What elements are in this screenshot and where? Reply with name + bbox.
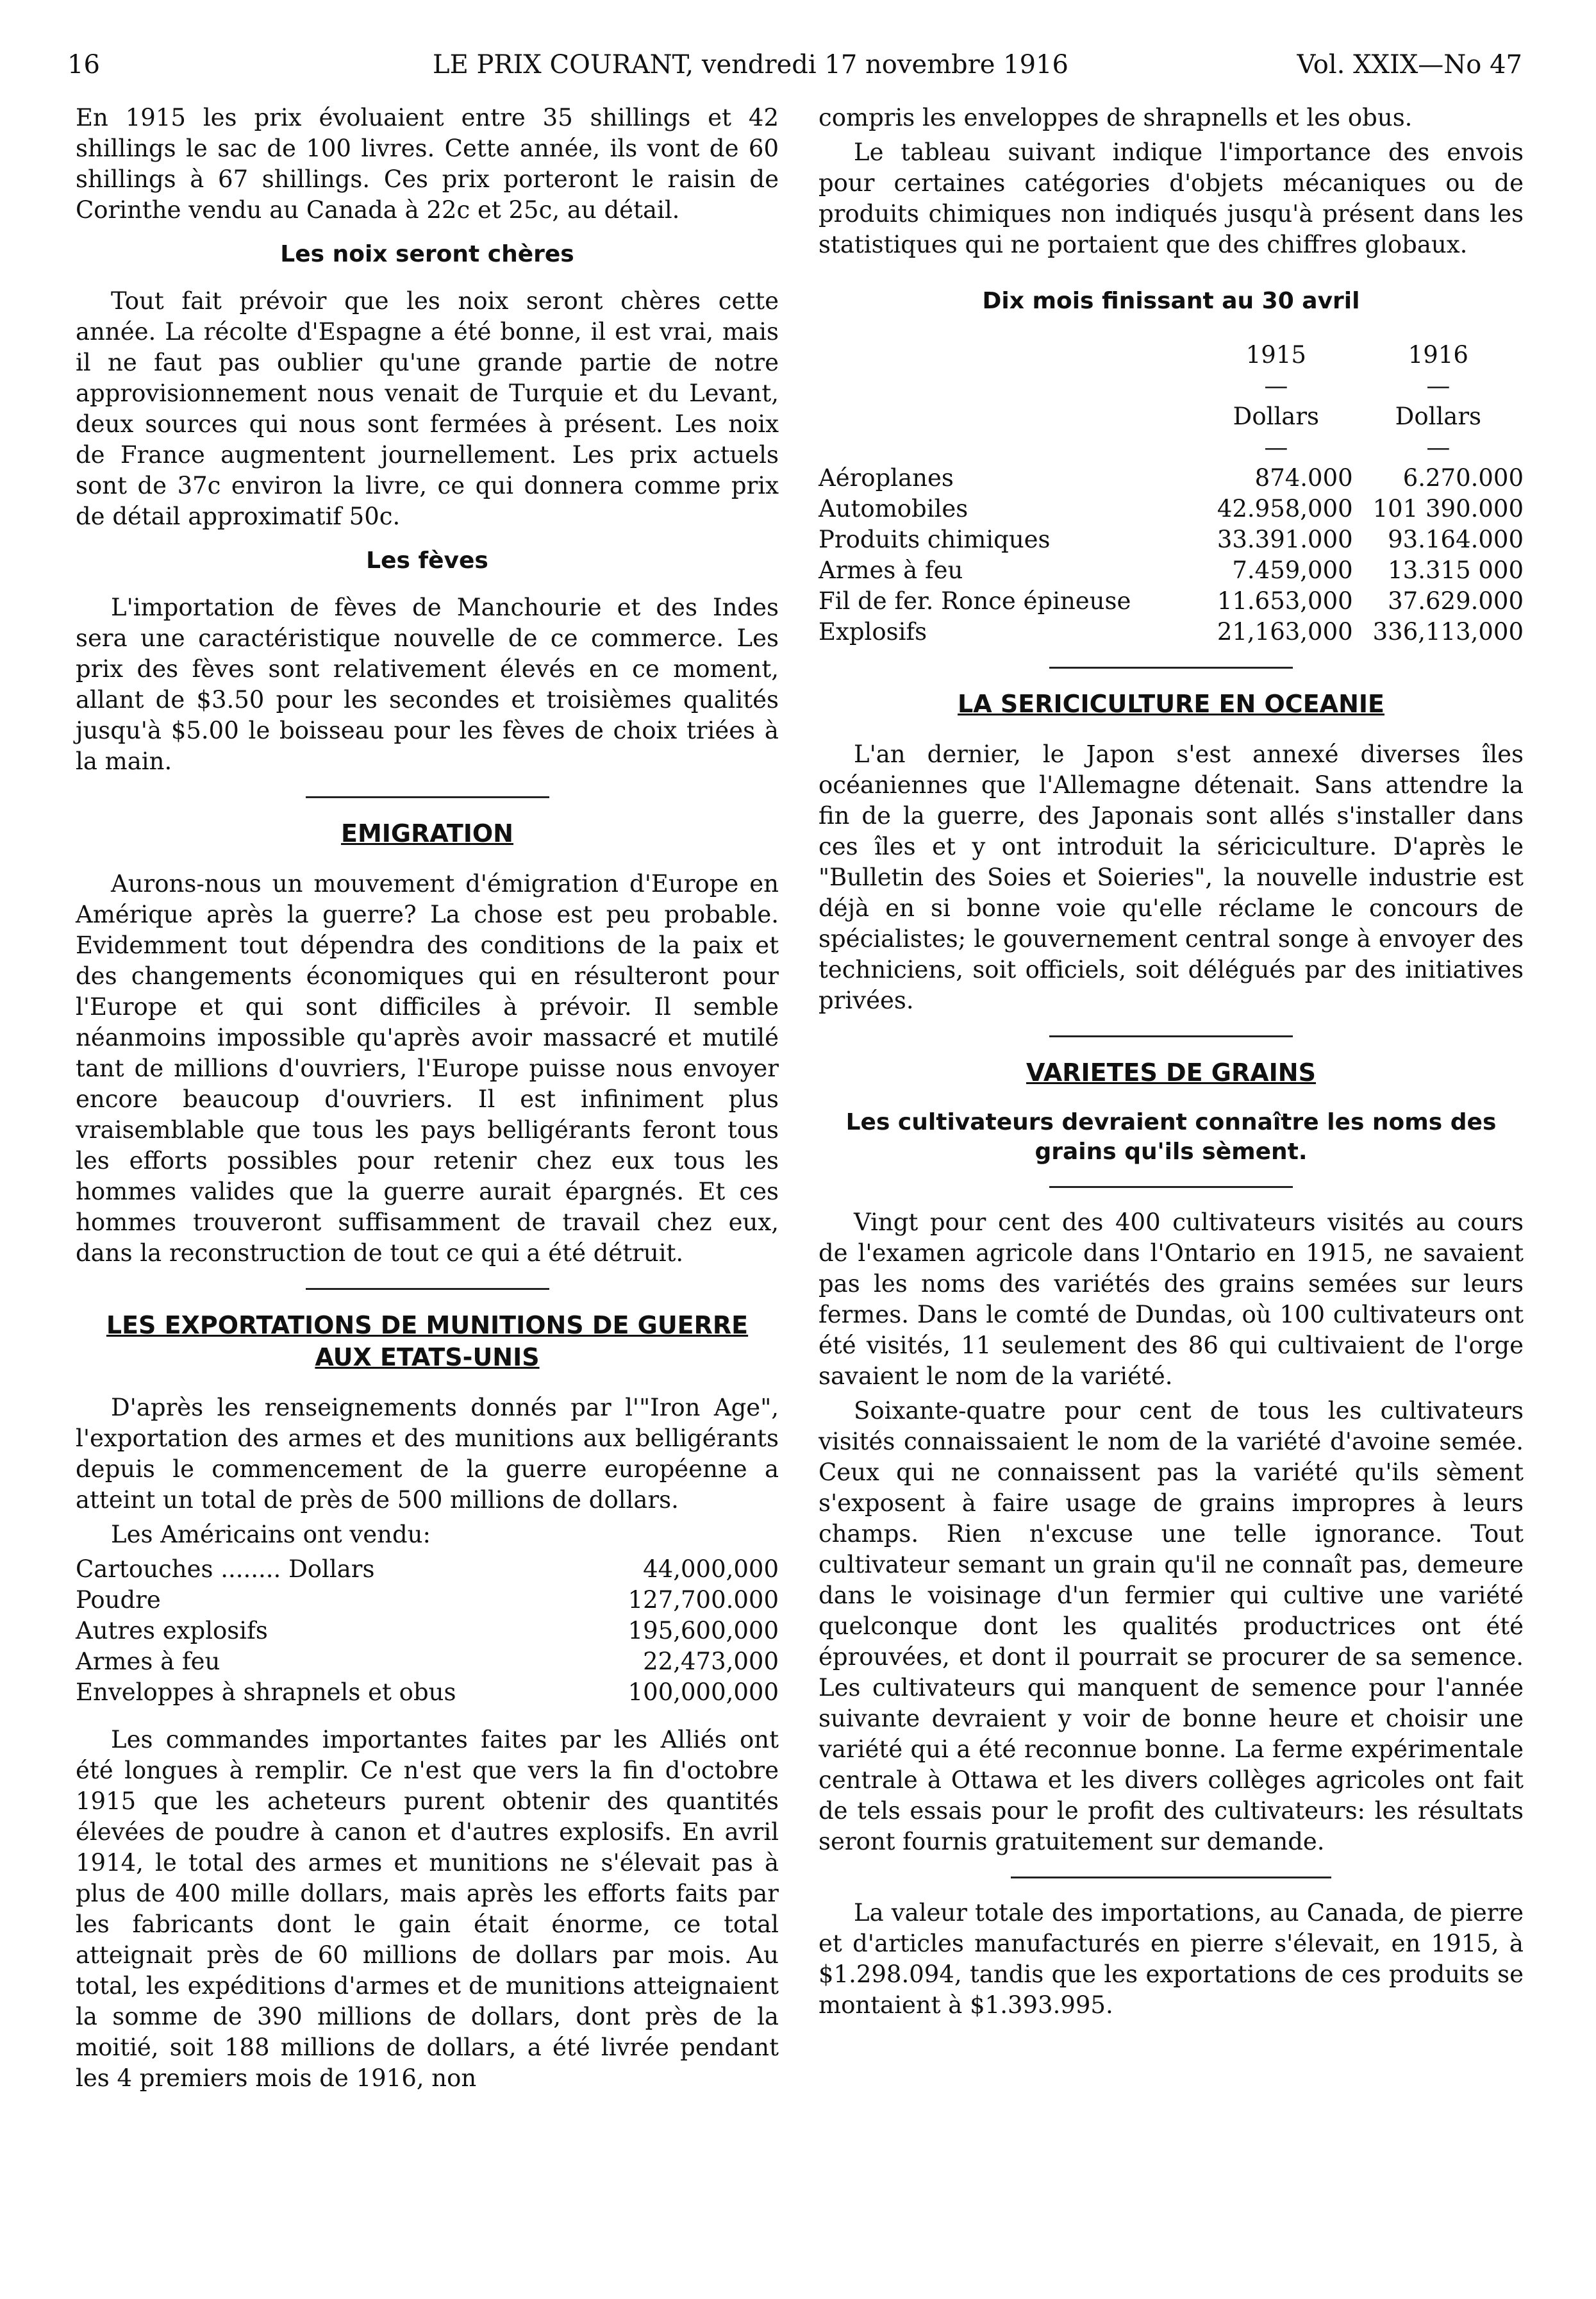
- table-row: [819, 524, 1524, 555]
- item-label: Autres explosifs: [76, 1617, 268, 1644]
- item-value: 195,600,000: [628, 1617, 779, 1644]
- sales-table: [76, 1554, 779, 1708]
- value-1915: 874.000: [1254, 464, 1353, 492]
- publication-title: LE PRIX COURANT, vendredi 17 novembre 1916: [433, 50, 1068, 79]
- item-label: Explosifs: [819, 618, 927, 646]
- left-column: [76, 103, 779, 2098]
- imports-table: [819, 340, 1524, 648]
- table-row: [819, 463, 1524, 494]
- divider: [1011, 1877, 1331, 1878]
- paragraph-valeur: La valeur totale des importations, au Canada, de pierre et d'articles manufacturés en pierre s'élevait, en 1915, à $1.298.094, tandis que les exportations de ces produits se montaient à $1.393.995.: [819, 1899, 1524, 2019]
- table-row: [819, 617, 1524, 648]
- paragraph-noix: Tout fait prévoir que les noix seront chères cette année. La récolte d'Espagne a été bonne, il est vrai, mais il ne faut pas oublier qu'une grande partie de notre approvisionnement nous venait de Turquie et du Levant, deux sources qui nous sont fermées à présent. Les noix de France augmentent journellement. Les prix actuels sont de 37c environ la livre, ce qui donnera comme prix de détail approximatif 50c.: [76, 287, 779, 530]
- divider: [1049, 667, 1293, 669]
- item-label: Enveloppes à shrapnels et obus: [76, 1678, 456, 1706]
- value-1916: 13.315 000: [1388, 556, 1524, 584]
- table-row: Cartouches ........ Dollars 44,000,000: [76, 1554, 779, 1585]
- value-1916: 336,113,000: [1372, 618, 1524, 646]
- paragraph-varietes-1: Vingt pour cent des 400 cultivateurs visités au cours de l'examen agricole dans l'Ontario en 1915, ne savaient pas les noms des variétés des grains semées sur leurs fermes. Dans le comté de Dundas, où 100 cultivateurs ont été visités, 11 seulement des 86 qui cultivaient de l'orge savaient le nom de la variété.: [819, 1208, 1524, 1390]
- value-1916: 101 390.000: [1372, 495, 1524, 522]
- item-label: Poudre: [76, 1586, 161, 1614]
- table-row: [76, 1585, 779, 1616]
- paragraph-feves: L'importation de fèves de Manchourie et des Indes sera une caractéristique nouvelle de ce commerce. Les prix des fèves sont relativement élevés en ce moment, allant de $3.50 pour les secondes et troisièmes qualités jusqu'à $5.00 le boisseau pour les fèves de choix triées à la main.: [76, 594, 779, 775]
- item-label: Fil de fer. Ronce épineuse: [819, 587, 1131, 615]
- heading-exportations: LES EXPORTATIONS DE MUNITIONS DE GUERRE AUX ETATS-UNIS: [106, 1311, 749, 1371]
- paragraph-tableau: Le tableau suivant indique l'importance des envois pour certaines catégories d'objets mécaniques ou de produits chimiques non indiqués jusqu'à présent dans les statistiques qui ne portaient que des chiffres globaux.: [819, 138, 1524, 258]
- table-row: [76, 1616, 779, 1646]
- right-column: [819, 103, 1524, 2025]
- item-label: Aéroplanes: [819, 464, 954, 492]
- subheading-varietes: Les cultivateurs devraient connaître les noms des grains qu'ils sèment.: [845, 1109, 1497, 1165]
- dash: —: [1264, 372, 1288, 399]
- table-row: [76, 1677, 779, 1708]
- item-label: Produits chimiques: [819, 526, 1051, 553]
- dash: —: [1264, 433, 1288, 461]
- item-label: Automobiles: [819, 495, 968, 522]
- paragraph-emigration: Aurons-nous un mouvement d'émigration d'Europe en Amérique après la guerre? La chose est peu probable. Evidemment tout dépendra des conditions de la paix et des changements économiques qui en résulteront pour l'Europe et qui sont difficiles à prévoir. Il semble néanmoins impossible qu'après avoir massacré et mutilé tant de millions d'ouvriers, l'Europe puisse nous envoyer encore beaucoup d'ouvriers. Il est infiniment plus vraisemblable que tous les pays belligérants feront tous les efforts possibles pour retenir chez eux tous les hommes valides que la guerre aurait épargnés. Et ces hommes trouveront suffisamment de travail chez eux, dans la reconstruction de tout ce qui a été détruit.: [76, 870, 779, 1267]
- paragraph-exportations-1: D'après les renseignements donnés par l'"Iron Age", l'exportation des armes et des munitions aux belligérants depuis le commencement de la guerre européenne a atteint un total de près de 500 millions de dollars.: [76, 1394, 779, 1514]
- dash: —: [1426, 372, 1451, 399]
- value-1915: 7.459,000: [1232, 556, 1353, 584]
- paragraph-exportations-3: Les commandes importantes faites par les Alliés ont été longues à remplir. Ce n'est que vers la fin d'octobre 1915 que les acheteurs purent obtenir des quantités élevées de poudre à canon et d'autres explosifs. En avril 1914, le total des armes et munitions ne s'élevait pas à plus de 400 mille dollars, mais après les efforts faits par les fabricants dont le gain était énorme, ce total atteignait près de 60 millions de dollars par mois. Au total, les expéditions d'armes et de munitions atteignaient la somme de 390 millions de dollars, dont près de la moitié, soit 188 millions de dollars, a été livrée pendant les 4 premiers mois de 1916, non: [76, 1726, 779, 2092]
- item-label: Armes à feu: [76, 1648, 220, 1675]
- page-number: 16: [67, 50, 100, 79]
- table-row: [819, 494, 1524, 524]
- paragraph-varietes-2: Soixante-quatre pour cent de tous les cultivateurs visités connaissaient le nom de la variété d'avoine semée. Ceux qui ne connaissent pas la variété qu'ils sèment s'exposent à faire usage de grains impropres à leurs champs. Rien n'excuse une telle ignorance. Tout cultivateur semant un grain qu'il ne connaît pas, demeure dans le voisinage d'un fermier qui cultive une variété quelconque dont les qualités productrices ont été éprouvées, et dont il pourrait se procurer de sa semence. Les cultivateurs qui manquent de semence pour l'année suivante devraient y voir de bonne heure et choisir une variété qui a été reconnue bonne. La ferme expérimentale centrale à Ottawa et les divers collèges agricoles ont fait de tels essais pour le profit des cultivateurs: les résultats seront fournis gratuitement sur demande.: [819, 1397, 1524, 1855]
- unit-label: Dollars: [1233, 403, 1320, 430]
- value-1915: 42.958,000: [1217, 495, 1353, 522]
- divider: [306, 796, 549, 798]
- item-value: 22,473,000: [643, 1648, 779, 1675]
- item-label: Armes à feu: [819, 556, 963, 584]
- table-header-row: [819, 340, 1524, 371]
- heading-varietes: VARIETES DE GRAINS: [1026, 1058, 1316, 1087]
- item-label: Cartouches: [76, 1555, 213, 1583]
- unit-label: Dollars: [288, 1555, 375, 1583]
- column-1915: 1915: [1245, 341, 1306, 369]
- item-value: 127,700.000: [628, 1586, 779, 1614]
- table-row: [819, 555, 1524, 586]
- heading-emigration: EMIGRATION: [341, 819, 513, 848]
- table-title: Dix mois finissant au 30 avril: [982, 288, 1360, 314]
- item-value: 100,000,000: [628, 1678, 779, 1706]
- continued-paragraph: compris les enveloppes de shrapnells et les obus.: [819, 104, 1413, 131]
- table-row: [76, 1646, 779, 1677]
- paragraph-sericiculture: L'an dernier, le Japon s'est annexé diverses îles océaniennes que l'Allemagne détenait. Sans attendre la fin de la guerre, des Japonais sont allés s'installer dans ces îles et y ont introduit la sériciculture. D'après le "Bulletin des Soies et Soieries", la nouvelle industrie est déjà en si bonne voie qu'elle réclame le concours de spécialistes; le gouvernement central songe à envoyer des techniciens, soit officiels, soit délégués par des initiatives privées.: [819, 740, 1524, 1014]
- heading-sericiculture: LA SERICICULTURE EN OCEANIE: [958, 690, 1384, 718]
- unit-label: Dollars: [1395, 403, 1482, 430]
- heading-feves: Les fèves: [366, 548, 488, 574]
- heading-noix: Les noix seront chères: [280, 241, 574, 267]
- value-1916: 93.164.000: [1388, 526, 1524, 553]
- value-1915: 11.653,000: [1217, 587, 1353, 615]
- page-header: [67, 50, 1522, 88]
- table-row: [819, 586, 1524, 617]
- divider: [306, 1288, 549, 1290]
- value-1916: 37.629.000: [1388, 587, 1524, 615]
- volume-number: Vol. XXIX—No 47: [1297, 50, 1522, 79]
- intro-paragraph: En 1915 les prix évoluaient entre 35 shillings et 42 shillings le sac de 100 livres. Cette année, ils vont de 60 shillings à 67 shillings. Ces prix porteront le raisin de Corinthe vendu au Canada à 22c et 25c, au détail.: [76, 104, 779, 224]
- item-value: 44,000,000: [643, 1555, 779, 1583]
- paragraph-exportations-2: Les Américains ont vendu:: [111, 1521, 431, 1548]
- value-1915: 21,163,000: [1217, 618, 1353, 646]
- value-1915: 33.391.000: [1217, 526, 1353, 553]
- dash: —: [1426, 433, 1451, 461]
- value-1916: 6.270.000: [1402, 464, 1524, 492]
- column-1916: 1916: [1408, 341, 1468, 369]
- divider: [1049, 1035, 1293, 1037]
- divider: [1049, 1186, 1293, 1188]
